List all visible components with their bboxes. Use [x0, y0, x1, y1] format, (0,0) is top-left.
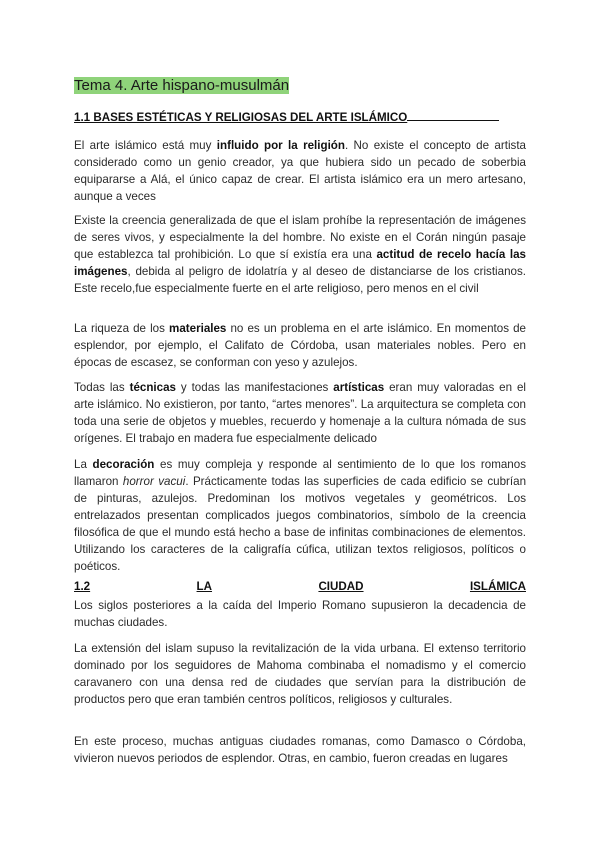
bold-term: materiales [169, 322, 227, 335]
section-number: 1.2 [74, 580, 91, 593]
section-word: CIUDAD [318, 580, 364, 593]
paragraph-text: Todas las [74, 381, 130, 394]
paragraph-text: eran muy valoradas en el arte islámico. No existieron, por tanto, “artes menores”. La arquitectura se completa con toda una serie de objetos y muebles, recuerdo y homenaje a la cultura nómada de sus orígenes. El trabajo en madera fue especialmente delicado [74, 381, 527, 445]
paragraph-text: La riqueza de los [74, 322, 170, 335]
paragraph-text: . Prácticamente todas las superficies de cada edificio se cubrían de pinturas, azulejos. Predominan los motivos vegetales y geométricos. Los entrelazados presentan complicados juegos combinatorios, símbolo de la creencia filosófica de que el mundo está hecho a base de infinitas combinaciones de elementos. Utilizando los caracteres de la caligrafía cúfica, utilizan textos religiosos, políticos o poéticos. [74, 475, 527, 573]
page-title [72, 76, 291, 96]
paragraph-text: . No existe el concepto de artista considerado como un genio creador, ya que hubiera sido un pecado de soberbia equipararse a Alá, el único capaz de crear. El artista islámico era un mero artesano, aunque a veces [74, 139, 526, 203]
paragraph-text: Existe la creencia generalizada de que el islam prohíbe la representación de imágenes de seres vivos, y especialmente la del hombre. No existe en el Corán ningún pasaje que establezca tal prohibición. Lo que sí existía era una [74, 214, 526, 261]
section-heading-1-1-text: 1.1 BASES ESTÉTICAS Y RELIGIOSAS DEL ARTE ISLÁMICO [74, 111, 408, 124]
bold-term: decoración [92, 458, 155, 471]
paragraph-urban-life: La extensión del islam supuso la revitalización de la vida urbana. El extenso territorio dominado por los seguidores de Mahoma combinaba el nomadismo y el comercio caravanero con una densa red de ciudades que servían para la distribución de productos pero que eran también centros políticos, religiosos y culturales. [74, 642, 526, 706]
bold-term: artísticas [333, 381, 385, 394]
page-title-highlight: Tema 4. Arte hispano-musulmán [74, 77, 290, 94]
paragraph-text: y todas las manifestaciones [175, 381, 334, 394]
heading-underline-rule [407, 109, 499, 121]
section-heading-1-1 [74, 109, 524, 126]
paragraph-text: no es un problema en el arte islámico. En momentos de esplendor, por ejemplo, el Califato de Córdoba, usan materiales nobles. Pero en épocas de escasez, se conforman con yeso y azulejos. [74, 322, 526, 369]
bold-term: técnicas [129, 381, 176, 394]
section-word: LA [196, 580, 213, 593]
paragraph-text: La [74, 458, 93, 471]
bold-term: actitud de recelo hacía las imágenes [74, 248, 526, 278]
paragraph-techniques [74, 379, 526, 447]
paragraph-materials [74, 320, 526, 371]
paragraph-religion [74, 137, 526, 205]
italic-term: horror vacui [122, 475, 186, 488]
paragraph-decoration [74, 456, 526, 575]
section-heading-1-2 [74, 579, 526, 595]
paragraph-text: es muy compleja y responde al sentimiento de lo que los romanos llamaron [74, 458, 526, 488]
bold-term: influido por la religión [216, 139, 345, 152]
paragraph-text: El arte islámico está muy [74, 139, 217, 152]
section-word: ISLÁMICA [469, 580, 526, 593]
paragraph-cities: En este proceso, muchas antiguas ciudades romanas, como Damasco o Córdoba, vivieron nuevos periodos de esplendor. Otras, en cambio, fueron creadas en lugares [74, 735, 526, 765]
paragraph-images [74, 212, 526, 297]
paragraph-decline: Los siglos posteriores a la caída del Imperio Romano supusieron la decadencia de muchas ciudades. [74, 599, 526, 629]
paragraph-text: , debida al peligro de idolatría y al deseo de distanciarse de los cristianos. Este recelo,fue especialmente fuerte en el arte religioso, pero menos en el civil [74, 265, 526, 295]
